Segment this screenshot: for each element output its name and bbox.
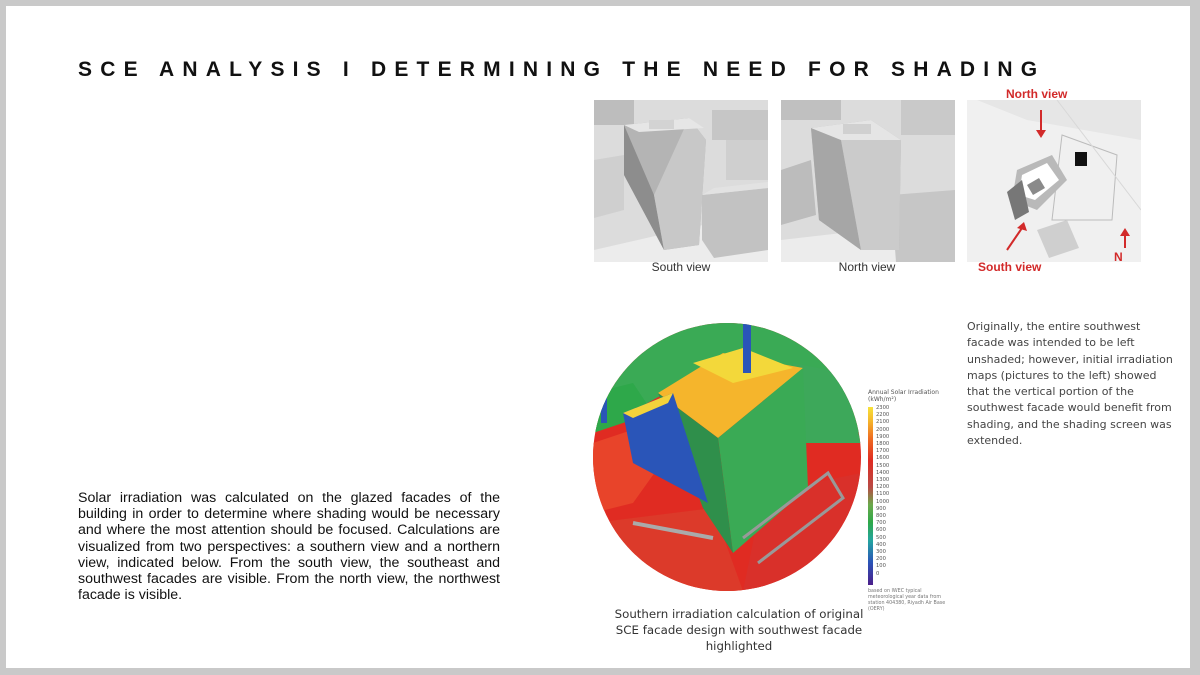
slide-title: SCE ANALYSIS I DETERMINING THE NEED FOR SHADING: [78, 58, 1046, 81]
irradiation-legend: [868, 389, 968, 612]
legend-tick: 800: [876, 513, 886, 520]
south-view-render: [594, 100, 768, 262]
legend-color-scale: [868, 407, 873, 585]
legend-unit: (kWh/m²): [868, 396, 897, 403]
plan-south-label: South view: [978, 260, 1042, 274]
irradiation-caption: Southern irradiation calculation of original SCE facade design with southwest facade highlighted: [614, 607, 864, 653]
plan-compass-label: N: [1114, 250, 1123, 264]
legend-note: based on IWEC typical meteorological year data from station 404380, Riyadh Air Base (OERY): [868, 589, 946, 612]
legend-tick: 1200: [876, 484, 890, 491]
legend-tick: 900: [876, 505, 886, 512]
legend-title: Annual Solar Irradiation: [868, 389, 939, 396]
legend-tick: 2300: [876, 405, 890, 411]
legend-tick: 200: [876, 556, 886, 563]
legend-tick: 1500: [876, 462, 890, 469]
shading-explanation-text: Originally, the entire southwest facade was intended to be left unshaded; however, initial irradiation maps (pictures to the left) showed that the vertical portion of the southwest facade would benefit from shading, and the shading screen was extended.: [967, 320, 1173, 448]
legend-tick: 400: [876, 541, 886, 548]
legend-tick: 2200: [876, 412, 890, 419]
legend-tick: 2000: [876, 426, 890, 433]
legend-ticks: [876, 405, 889, 578]
legend-tick: 1400: [876, 469, 890, 476]
slide: [6, 6, 1190, 668]
legend-tick: 1600: [876, 455, 890, 462]
legend-tick: 1700: [876, 448, 890, 455]
south-view-caption: South view: [651, 260, 711, 274]
legend-tick: 600: [876, 527, 886, 534]
north-view-render: [781, 100, 955, 262]
legend-tick: 2100: [876, 419, 890, 426]
irradiation-description-text: Solar irradiation was calculated on the glazed facades of the building in order to determine where shading would be necessary and where the most attention should be focused. Calculations are visualized from two perspectives: a southern view and a northern view, indicated below. From the south view, the southeast and southwest facades are visible. From the north view, the northwest facade is visible.: [78, 490, 500, 604]
legend-tick: 1000: [876, 498, 890, 505]
legend-tick: 1100: [876, 491, 890, 498]
legend-tick: 1300: [876, 477, 890, 484]
north-view-caption: North view: [838, 260, 896, 274]
irradiation-map: [593, 323, 861, 591]
legend-tick: 0: [876, 570, 880, 577]
plan-view-render: [967, 100, 1141, 262]
legend-tick: 1900: [876, 433, 890, 440]
legend-tick: 700: [876, 520, 886, 527]
legend-tick: 1800: [876, 441, 890, 448]
legend-tick: 500: [876, 534, 886, 541]
legend-tick: 300: [876, 549, 886, 556]
plan-north-label: North view: [1006, 87, 1068, 101]
legend-tick: 100: [876, 563, 886, 570]
